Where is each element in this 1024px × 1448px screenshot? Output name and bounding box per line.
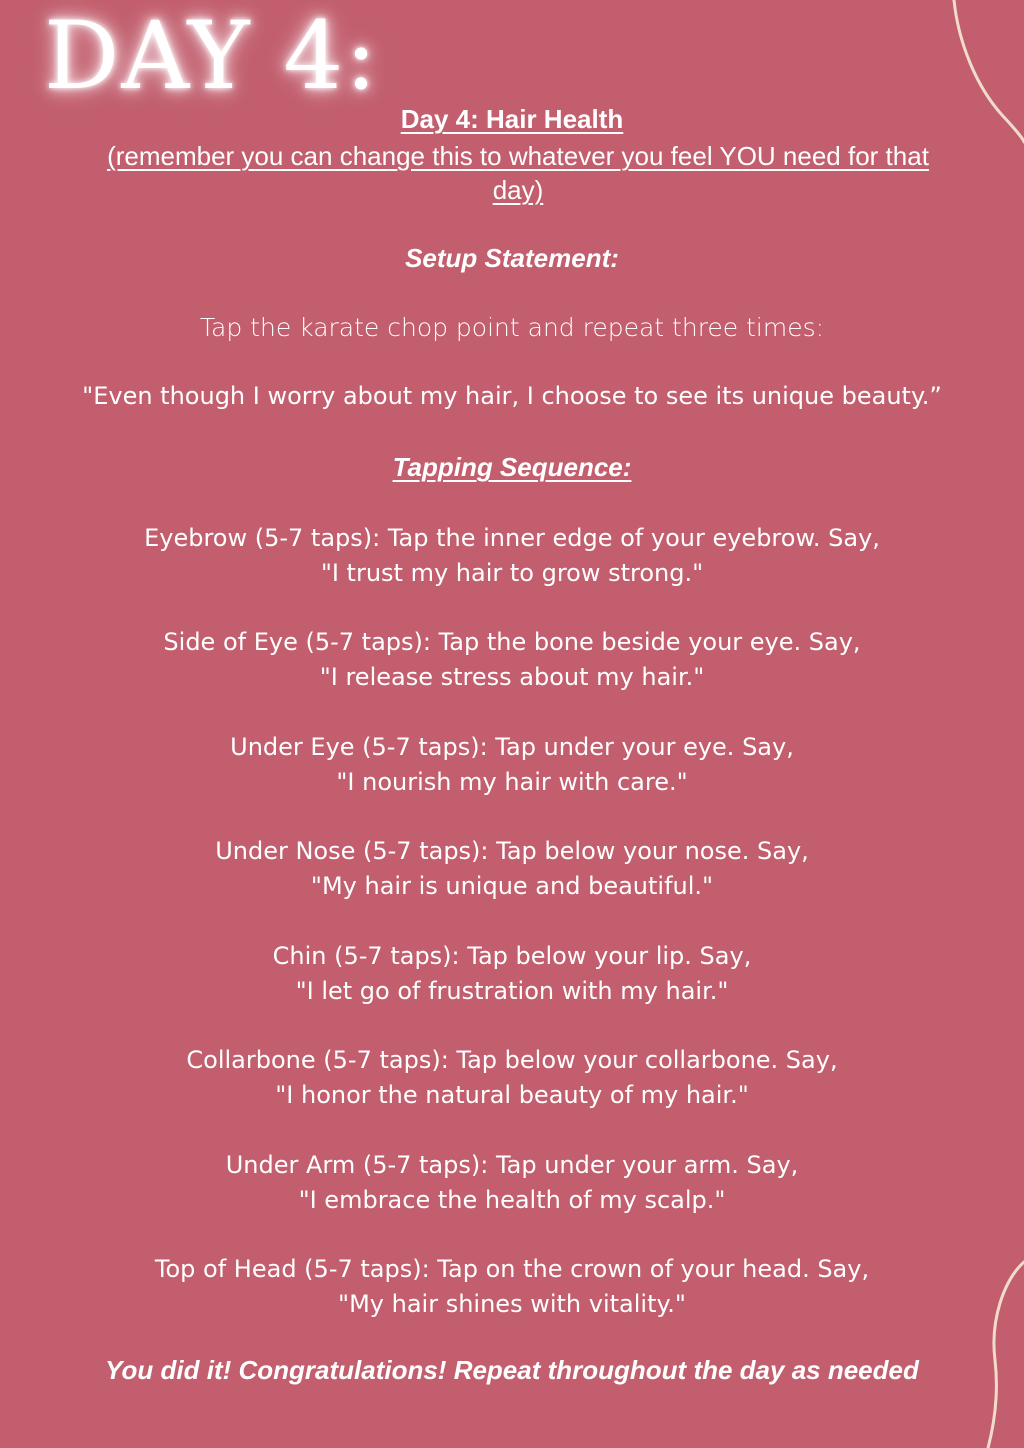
header-title: Day 4: Hair Health	[400, 104, 624, 134]
step-affirmation: "I nourish my hair with care."	[336, 768, 688, 796]
step-instruction: Collarbone (5-7 taps): Tap below your collarbone. Say,	[186, 1046, 838, 1074]
step-affirmation: "I embrace the health of my scalp."	[298, 1186, 726, 1214]
step-affirmation: "My hair is unique and beautiful."	[310, 872, 714, 900]
sequence-heading: Tapping Sequence:	[392, 452, 632, 482]
step-instruction: Under Nose (5-7 taps): Tap below your nose. Say,	[215, 837, 809, 865]
step-affirmation: "I trust my hair to grow strong."	[320, 559, 704, 587]
tapping-step-under-arm	[20, 1148, 1004, 1218]
tapping-step-top-of-head	[20, 1252, 1004, 1322]
step-instruction: Under Arm (5-7 taps): Tap under your arm. Say,	[225, 1151, 799, 1179]
setup-instruction: Tap the karate chop point and repeat three times:	[199, 313, 825, 342]
step-affirmation: "I honor the natural beauty of my hair."	[275, 1081, 749, 1109]
tapping-step-chin	[20, 939, 1004, 1009]
step-instruction: Eyebrow (5-7 taps): Tap the inner edge of your eyebrow. Say,	[144, 524, 880, 552]
tapping-step-eyebrow	[20, 521, 1004, 591]
setup-heading: Setup Statement:	[405, 243, 619, 273]
step-instruction: Chin (5-7 taps): Tap below your lip. Say,	[272, 942, 752, 970]
tapping-step-under-eye	[20, 730, 1004, 800]
header-subtitle	[20, 139, 1004, 207]
tapping-step-side-of-eye	[20, 625, 1004, 695]
setup-statement: "Even though I worry about my hair, I choose to see its unique beauty.”	[82, 382, 942, 410]
tapping-step-under-nose	[20, 834, 1004, 904]
tapping-step-collarbone	[20, 1043, 1004, 1113]
step-affirmation: "I let go of frustration with my hair."	[295, 977, 729, 1005]
step-instruction: Top of Head (5-7 taps): Tap on the crown of your head. Say,	[154, 1255, 870, 1283]
step-affirmation: "My hair shines with vitality."	[338, 1290, 686, 1318]
step-instruction: Under Eye (5-7 taps): Tap under your eye. Say,	[230, 733, 794, 761]
closing-message: You did it! Congratulations! Repeat throughout the day as needed	[105, 1355, 919, 1385]
header-subtitle-line: day)	[492, 175, 544, 205]
page-title: DAY 4:	[44, 2, 379, 111]
step-affirmation: "I release stress about my hair."	[319, 663, 705, 691]
header-subtitle-line: (remember you can change this to whatever you feel YOU need for that	[107, 141, 929, 171]
step-instruction: Side of Eye (5-7 taps): Tap the bone beside your eye. Say,	[163, 628, 861, 656]
